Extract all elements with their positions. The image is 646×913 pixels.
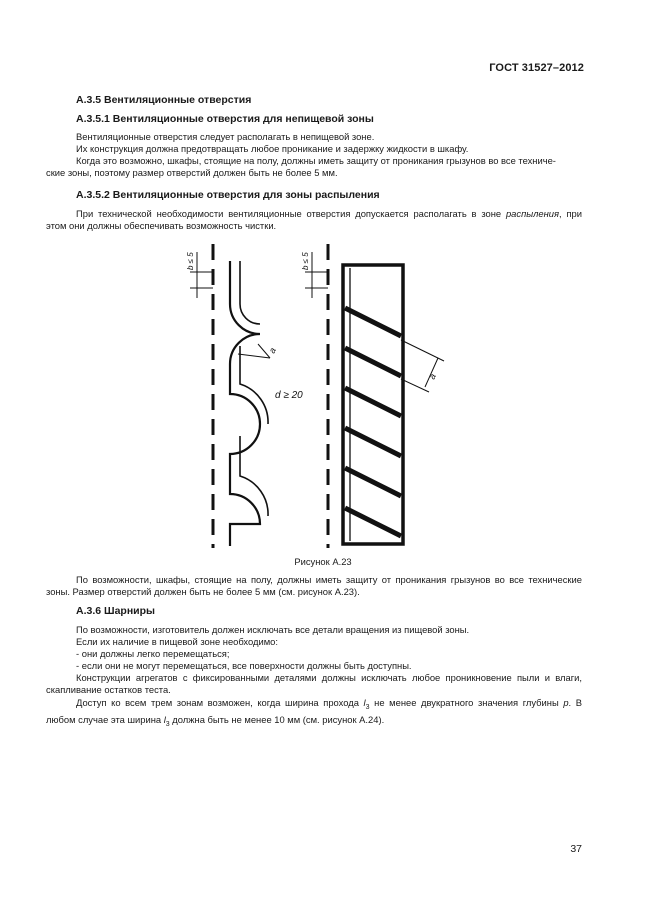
standard-header: ГОСТ 31527–2012 xyxy=(489,62,584,74)
paragraph-line: Если их наличие в пищевой зоне необходимо: xyxy=(76,636,278,647)
label-b-left: b ≤ 5 xyxy=(186,252,195,270)
after-figure-paragraph: По возможности, шкафы, стоящие на полу, должны иметь защиту от проникания грызунов во все технические зоны. Размер отверстий должен быть не более 5 мм (см. рисунок А.23). xyxy=(46,574,582,598)
section-a351-title: А.3.5.1 Вентиляционные отверстия для непищевой зоны xyxy=(76,113,374,125)
section-a36-paragraph-3: Доступ ко всем трем зонам возможен, когда ширина прохода $l_3$ не менее двукратного значения глубины p. В любом случае эта ширина $l_3$ должна быть не менее 10 мм (см. рисунок А.24). xyxy=(46,697,582,728)
label-a-right: a xyxy=(426,372,438,381)
label-b-right: b ≤ 5 xyxy=(301,252,310,270)
paragraph-line: - они должны легко перемещаться; xyxy=(76,648,230,659)
paragraph-line: Вентиляционные отверстия следует располагать в непищевой зоне. xyxy=(76,131,375,142)
section-a35-title: А.3.5 Вентиляционные отверстия xyxy=(76,94,252,106)
paragraph-line: ские зоны, поэтому размер отверстий должен быть не более 5 мм. xyxy=(46,167,338,178)
paragraph-line: Когда это возможно, шкафы, стоящие на полу, должны иметь защиту от проникания грызунов во все техниче- xyxy=(76,155,556,166)
section-a352-title: А.3.5.2 Вентиляционные отверстия для зоны распыления xyxy=(76,189,380,201)
section-a36-paragraph-2: Конструкции агрегатов с фиксированными деталями должны исключать любое проникновение пыли и влаги, скапливание остатков теста. xyxy=(46,672,582,696)
page-number: 37 xyxy=(570,843,582,855)
section-a352-paragraph: При технической необходимости вентиляционные отверстия допускается располагать в зоне распыления, при этом они должны обеспечивать возможность чистки. xyxy=(46,208,582,232)
figure-ventilation-holes xyxy=(150,236,480,556)
paragraph-line: По возможности, изготовитель должен исключать все детали вращения из пищевой зоны. xyxy=(76,624,470,635)
label-a-left: a xyxy=(266,346,278,355)
paragraph-line: - если они не могут перемещаться, все поверхности должны быть доступны. xyxy=(76,660,412,671)
label-d: d ≥ 20 xyxy=(275,390,303,401)
section-a36-title: А.3.6 Шарниры xyxy=(76,605,155,617)
figure-caption: Рисунок А.23 xyxy=(294,556,352,567)
paragraph-line: Их конструкция должна предотвращать любое проникание и задержку жидкости в шкафу. xyxy=(76,143,469,154)
